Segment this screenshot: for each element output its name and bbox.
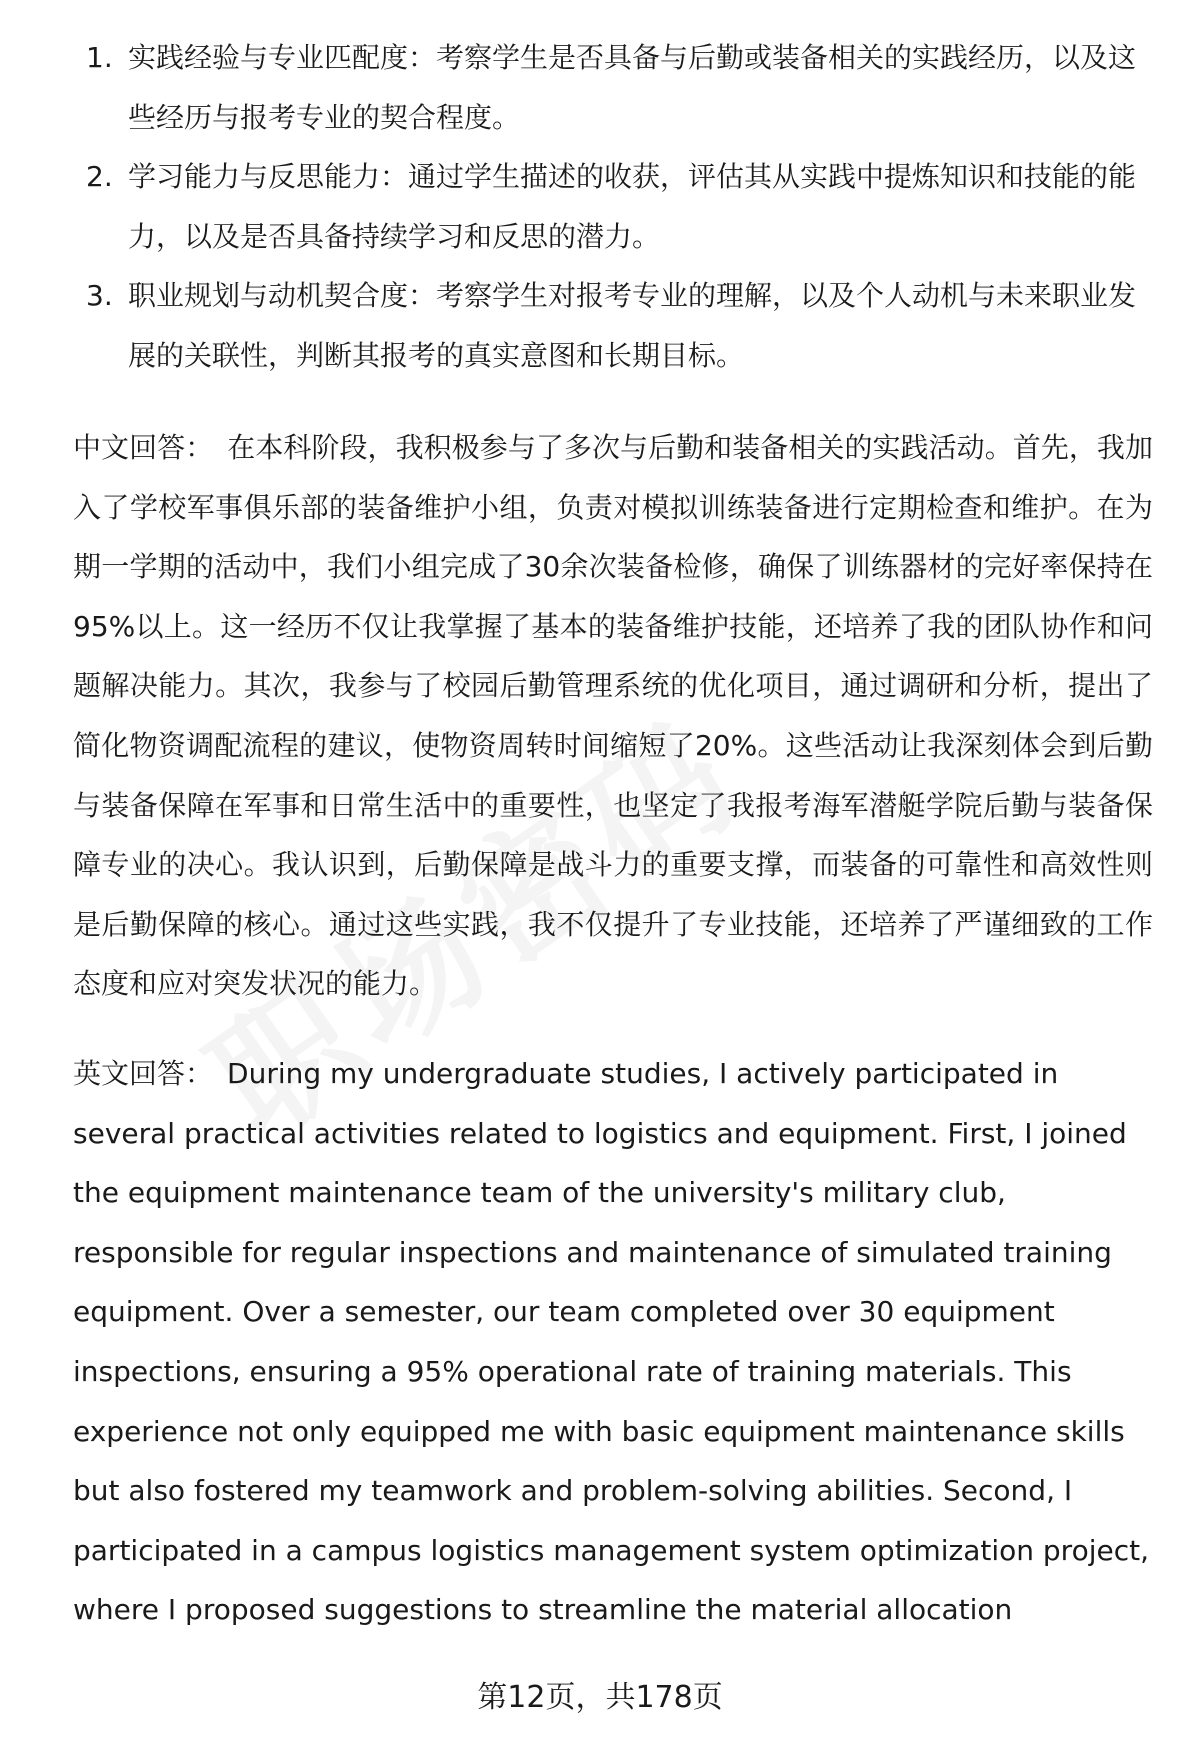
list-item <box>76 266 1146 385</box>
list-item-text: 职业规划与动机契合度：考察学生对报考专业的理解，以及个人动机与未来职业发展的关联性，判断其报考的真实意图和长期目标。 <box>128 279 1137 372</box>
evaluation-criteria-list <box>76 28 1146 385</box>
list-item-text: 学习能力与反思能力：通过学生描述的收获，评估其从实践中提炼知识和技能的能力，以及是否具备持续学习和反思的潜力。 <box>128 160 1137 253</box>
list-item <box>76 147 1146 266</box>
list-item-number: 1. <box>86 41 113 74</box>
list-item-text: 实践经验与专业匹配度：考察学生是否具备与后勤或装备相关的实践经历，以及这些经历与报考专业的契合程度。 <box>128 41 1137 134</box>
list-item-number: 3. <box>86 279 113 312</box>
chinese-answer-text: 在本科阶段，我积极参与了多次与后勤和装备相关的实践活动。首先，我加入了学校军事俱乐部的装备维护小组，负责对模拟训练装备进行定期检查和维护。在为期一学期的活动中，我们小组完成了30余次装备检修，确保了训练器材的完好率保持在95%以上。这一经历不仅让我掌握了基本的装备维护技能，还培养了我的团队协作和问题解决能力。其次，我参与了校园后勤管理系统的优化项目，通过调研和分析，提出了简化物资调配流程的建议，使物资周转时间缩短了20%。这些活动让我深刻体会到后勤与装备保障在军事和日常生活中的重要性，也坚定了我报考海军潜艇学院后勤与装备保障专业的决心。我认识到，后勤保障是战斗力的重要支撑，而装备的可靠性和高效性则是后勤保障的核心。通过这些实践，我不仅提升了专业技能，还培养了严谨细致的工作态度和应对突发状况的能力。 <box>73 431 1153 1001</box>
page-number-footer: 第12页，共178页 <box>477 1680 723 1715</box>
english-answer-label: 英文回答： <box>73 1057 214 1090</box>
english-answer-paragraph <box>73 1044 1153 1640</box>
list-item <box>76 28 1146 147</box>
list-item-number: 2. <box>86 160 113 193</box>
chinese-answer-paragraph <box>73 418 1153 1014</box>
chinese-answer-label: 中文回答： <box>73 431 214 464</box>
english-answer-text: During my undergraduate studies, I actively participated in several practical activities related to logistics and equipment. First, I joined the equipment maintenance team of the university's military club, responsible for regular inspections and maintenance of simulated training equipment. Over a semester, our team completed over 30 equipment inspections, ensuring a 95% operational rate of training materials. This experience not only equipped me with basic equipment maintenance skills but also fostered my teamwork and problem-solving abilities. Second, I participated in a campus logistics management system optimization project, where I proposed suggestions to streamline the material allocation <box>73 1057 1149 1627</box>
